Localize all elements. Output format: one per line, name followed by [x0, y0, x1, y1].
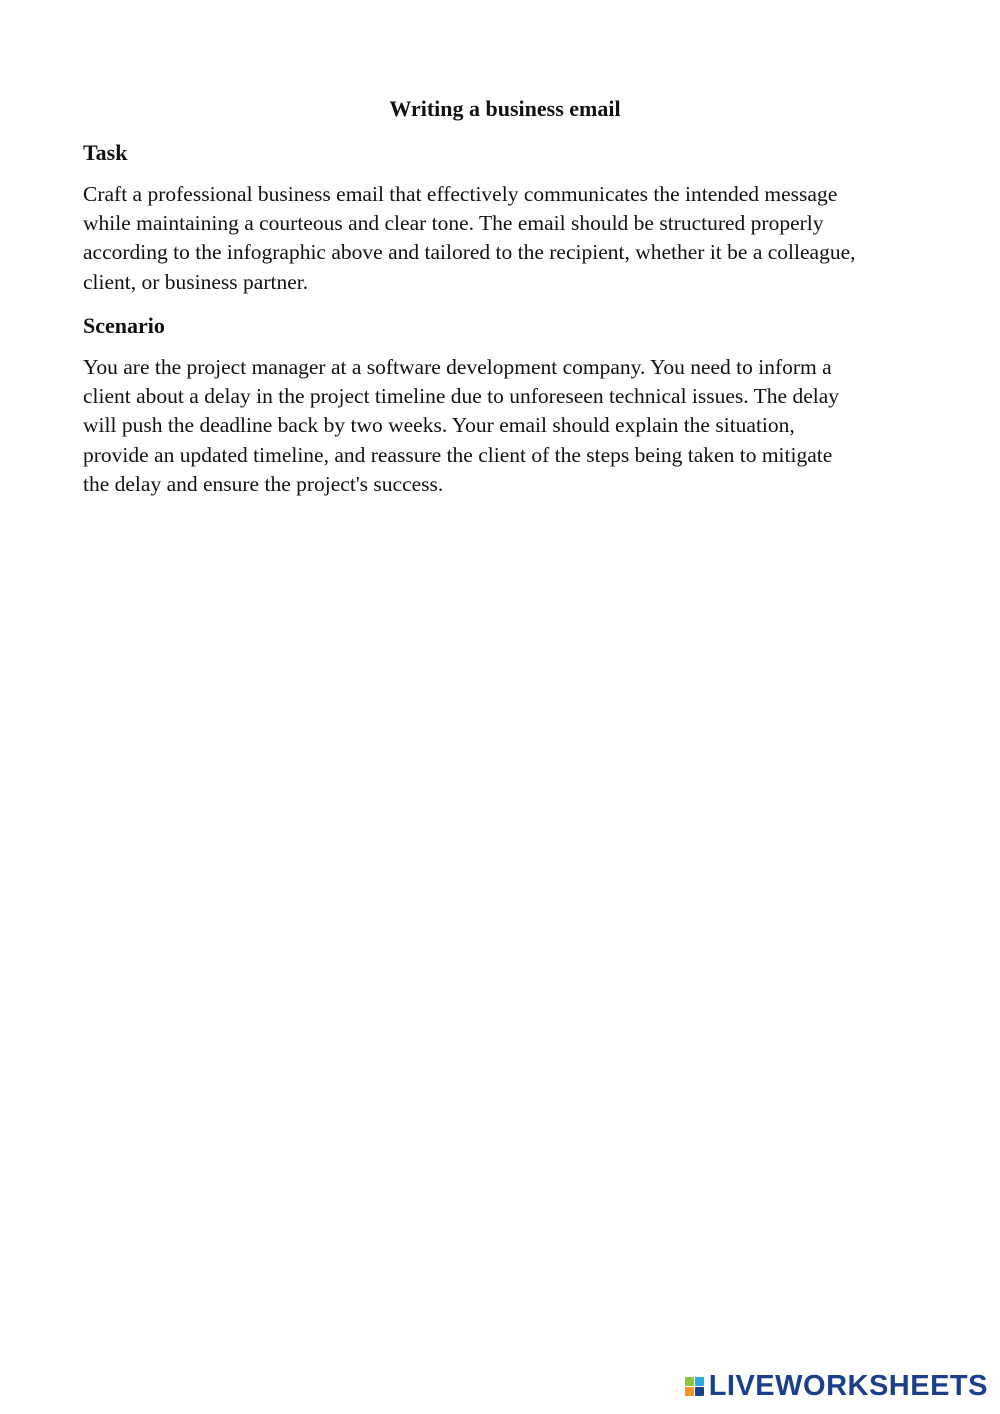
- task-line: client, or business partner.: [83, 269, 309, 294]
- scenario-line: the delay and ensure the project's success.: [83, 471, 444, 496]
- scenario-paragraph: [83, 353, 943, 499]
- scenario-heading: Scenario: [83, 313, 165, 338]
- scenario-line: You are the project manager at a software development company. You need to inform a: [83, 355, 832, 379]
- brand-wordmark: LIVEWORKSHEETS: [708, 1370, 988, 1402]
- scenario-line: will push the deadline back by two weeks. Your email should explain the situation,: [83, 413, 795, 438]
- task-line: Craft a professional business email that effectively communicates the intended message: [83, 182, 838, 206]
- mark-square: [695, 1377, 704, 1386]
- scenario-line: provide an updated timeline, and reassure the client of the steps being taken to mitigate: [83, 442, 833, 467]
- mark-square: [685, 1387, 694, 1396]
- mark-square: [685, 1377, 694, 1386]
- mark-square: [695, 1387, 704, 1396]
- task-line: according to the infographic above and tailored to the recipient, whether it be a colleague,: [83, 240, 856, 265]
- task-heading: Task: [83, 140, 128, 165]
- task-paragraph: [83, 180, 943, 297]
- scenario-line: client about a delay in the project timeline due to unforeseen technical issues. The delay: [83, 384, 840, 409]
- liveworksheets-mark-icon: [685, 1377, 704, 1396]
- document-title: Writing a business email: [389, 96, 621, 121]
- liveworksheets-logo: [685, 1370, 988, 1402]
- task-line: while maintaining a courteous and clear tone. The email should be structured properly: [83, 211, 824, 236]
